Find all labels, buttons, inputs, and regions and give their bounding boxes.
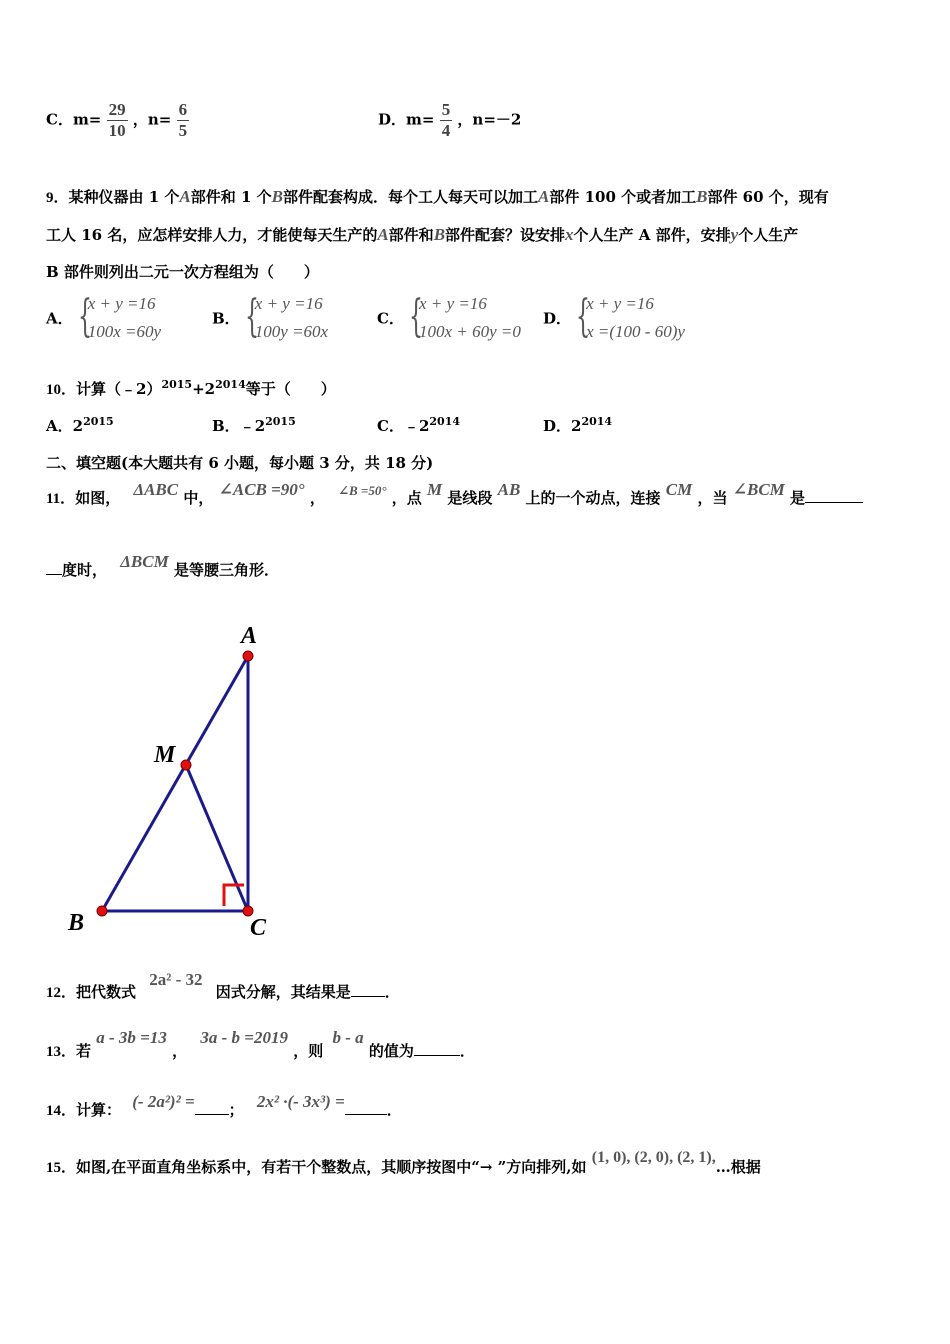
q9-option-a: A． { x + y =16 100x =60y [46,291,162,342]
q8-option-d: D．m= $\frac{5}{4}$ ，n=－2 [378,100,522,140]
answer-blank[interactable] [805,488,863,503]
q12: 12．把代数式 2a² - 32 因式分解，其结果是 ． [46,970,400,1001]
answer-blank-1[interactable] [195,1100,229,1115]
triangle-figure [60,615,290,945]
q9-line2: 工人 16 名，应怎样安排人力，才能使每天生产的A部件和B部件配套？设安排x个人生产 A 部件，安排y个人生产 [46,225,799,244]
q10-option-a: A．$2^{2015}$ [46,415,114,435]
answer-blank-2[interactable] [345,1100,387,1115]
label-b: B [68,910,85,936]
answer-blank[interactable] [414,1041,460,1056]
label-c: C [250,915,267,941]
fraction-n-c: $\frac{6}{5}$ [178,100,188,140]
q15: 15．如图,在平面直角坐标系中，有若干个整数点，其顺序按图中“→ ”方向排列,如 (1, 0), (2, 0), (2, 1),…根据 [46,1149,761,1176]
point-a [243,651,253,661]
q11-line1: 11．如图， ΔABC 中， ∠ACB =90° ， ∠B =50° ，点 M 是线段 AB 上的一个动点，连接 CM ，当 ∠BCM 是 [46,480,906,508]
q9-option-c: C． { x + y =16 100x + 60y =0 [377,291,521,342]
fraction-m-c: $\frac{29}{10}$ [108,100,126,140]
point-m [181,760,191,770]
q9-option-b: B． { x + y =16 100y =60x [212,291,329,342]
section-title: 二、填空题(本大题共有 6 小题，每小题 3 分，共 18 分) [46,454,434,472]
q10-option-d: D．$2^{2014}$ [543,415,613,435]
point-b [97,906,107,916]
fraction-m-d: $\frac{5}{4}$ [441,100,451,140]
label-a: A [241,623,258,649]
q10-option-b: B．$﹣2^{2015}$ [212,415,296,435]
q10-option-c: C．$﹣2^{2014}$ [377,415,461,435]
q14: 14．计算： (- 2a²)² = ； 2x² ·(- 3x³) = ． [46,1092,402,1119]
q13: 13．若 a - 3b =13 ， 3a - b =2019 ，则 b - a 的值为 ． [46,1028,475,1060]
answer-blank-cont[interactable] [46,560,62,575]
answer-blank[interactable] [351,982,385,997]
segment-cm [186,765,248,911]
q8-option-c: C．m= $\frac{29}{10}$ ，n= $\frac{6}{5}$ [46,100,188,140]
q9-option-d: D． { x + y =16 x =(100 - 60)y [543,291,685,342]
q9-line1: 9．某种仪器由 1 个A部件和 1 个B部件配套构成．每个工人每天可以加工A部件 100 个或者加工B部件 60 个，现有 [46,187,829,206]
segment-ab [102,656,248,911]
q11-line2: 度时， ΔBCM 是等腰三角形． [46,552,279,580]
q9-line3: B 部件则列出二元一次方程组为（ ） [46,263,319,281]
q10-stem: 10．计算$(﹣2)^{2015}+2^{2014}$等于（ ） [46,378,336,398]
label-m: M [154,742,176,768]
